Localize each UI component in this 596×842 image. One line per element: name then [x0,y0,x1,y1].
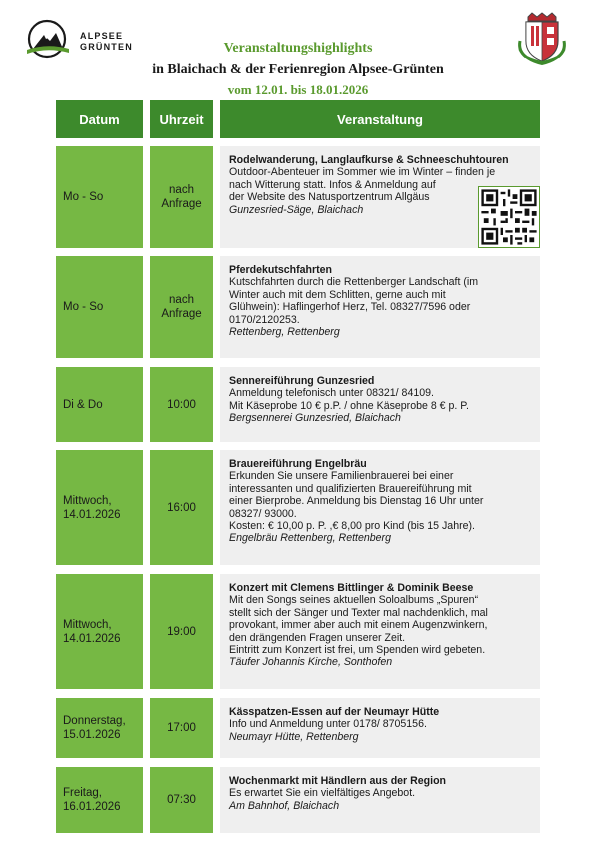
date-cell: Mo - So [56,146,143,248]
time-cell: 16:00 [150,450,213,565]
table-row [0,574,596,689]
event-location: Täufer Johannis Kirche, Sonthofen [229,656,393,669]
time-cell: 17:00 [150,698,213,758]
date-cell: Mittwoch, 14.01.2026 [56,450,143,565]
event-cell [220,367,540,442]
qr-code-icon[interactable] [478,186,540,248]
table-row [0,450,596,565]
event-title: Kässpatzen-Essen auf der Neumayr Hütte [229,706,440,718]
event-description: Es erwartet Sie ein vielfältiges Angebot. [229,787,416,800]
event-title: Brauereiführung Engelbräu [229,458,367,470]
column-header-time: Uhrzeit [150,100,213,138]
time-cell: 10:00 [150,367,213,442]
time-cell: nach Anfrage [150,146,213,248]
heading-line3: vom 12.01. bis 18.01.2026 [227,82,369,97]
event-description: Outdoor-Abenteuer im Sommer wie im Winter – finden je nach Witterung statt. Infos & Anmeldung auf der Website des Natusportzentrum Allgäus [229,166,496,204]
event-description: Anmeldung telefonisch unter 08321/ 84109. Mit Käseprobe 10 € p.P. / ohne Käseprobe 8 € p. P. [229,387,469,412]
event-cell [220,450,540,565]
event-location: Engelbräu Rettenberg, Rettenberg [229,532,391,545]
event-location: Neumayr Hütte, Rettenberg [229,730,359,743]
time-cell: 19:00 [150,574,213,689]
event-title: Pferdekutschfahrten [229,264,333,276]
event-description: Mit den Songs seines aktuellen Soloalbums „Spuren“ stellt sich der Sänger und Texter mal nachdenklich, mal provokant, immer aber auch mit einem Augenzwinkern, den drängenden Fragen unserer Zeit. Eintritt zum Konzert ist frei, um Spenden wird gebeten. [229,594,488,657]
event-title: Rodelwanderung, Langlaufkurse & Schneeschuhtouren [229,154,509,166]
event-description: Info und Anmeldung unter 0178/ 8705156. [229,718,427,731]
event-description: Erkunden Sie unsere Familienbrauerei bei einer interessanten und qualifizierten Brauereiführung mit einer Bierprobe. Anmeldung bis Dienstag 16 Uhr unter 08327/ 93000. Kosten: € 10,00 p. P. ,€ 8,00 pro Kind (bis 15 Jahre). [229,470,484,533]
event-title: Sennereiführung Gunzesried [229,375,375,387]
event-location: Gunzesried-Säge, Blaichach [229,203,364,216]
date-cell: Mittwoch, 14.01.2026 [56,574,143,689]
event-cell [220,698,540,758]
date-cell: Donnerstag, 15.01.2026 [56,698,143,758]
event-location: Am Bahnhof, Blaichach [229,799,340,812]
event-cell [220,256,540,358]
event-location: Bergsennerei Gunzesried, Blaichach [229,412,401,425]
event-title: Konzert mit Clemens Bittlinger & Dominik Beese [229,582,474,594]
table-row [0,767,596,833]
event-location: Rettenberg, Rettenberg [229,326,340,339]
event-title: Wochenmarkt mit Händlern aus der Region [229,775,447,787]
table-row [0,367,596,442]
table-row [0,256,596,358]
event-description: Kutschfahrten durch die Rettenberger Landschaft (im Winter auch mit dem Schlitten, gerne auch mit Glühwein): Haflingerhof Herz, Tel. 08327/7596 oder 0170/2120253. [229,276,479,326]
heading-line1: Veranstaltungshighlights [223,41,373,56]
event-cell [220,574,540,689]
column-header-event: Veranstaltung [220,100,540,138]
time-cell: 07:30 [150,767,213,833]
date-cell: Mo - So [56,256,143,358]
date-cell: Freitag, 16.01.2026 [56,767,143,833]
event-cell [220,767,540,833]
logo-text-line2: GRÜNTEN [80,42,133,52]
coat-of-arms-icon [514,11,570,67]
table-row [0,698,596,758]
time-cell: nach Anfrage [150,256,213,358]
date-cell: Di & Do [56,367,143,442]
column-header-date: Datum [56,100,143,138]
logo-text-line1: ALPSEE [80,31,124,41]
heading-line2: in Blaichach & der Ferienregion Alpsee-Grünten [152,62,444,77]
qr-pattern [479,187,539,247]
